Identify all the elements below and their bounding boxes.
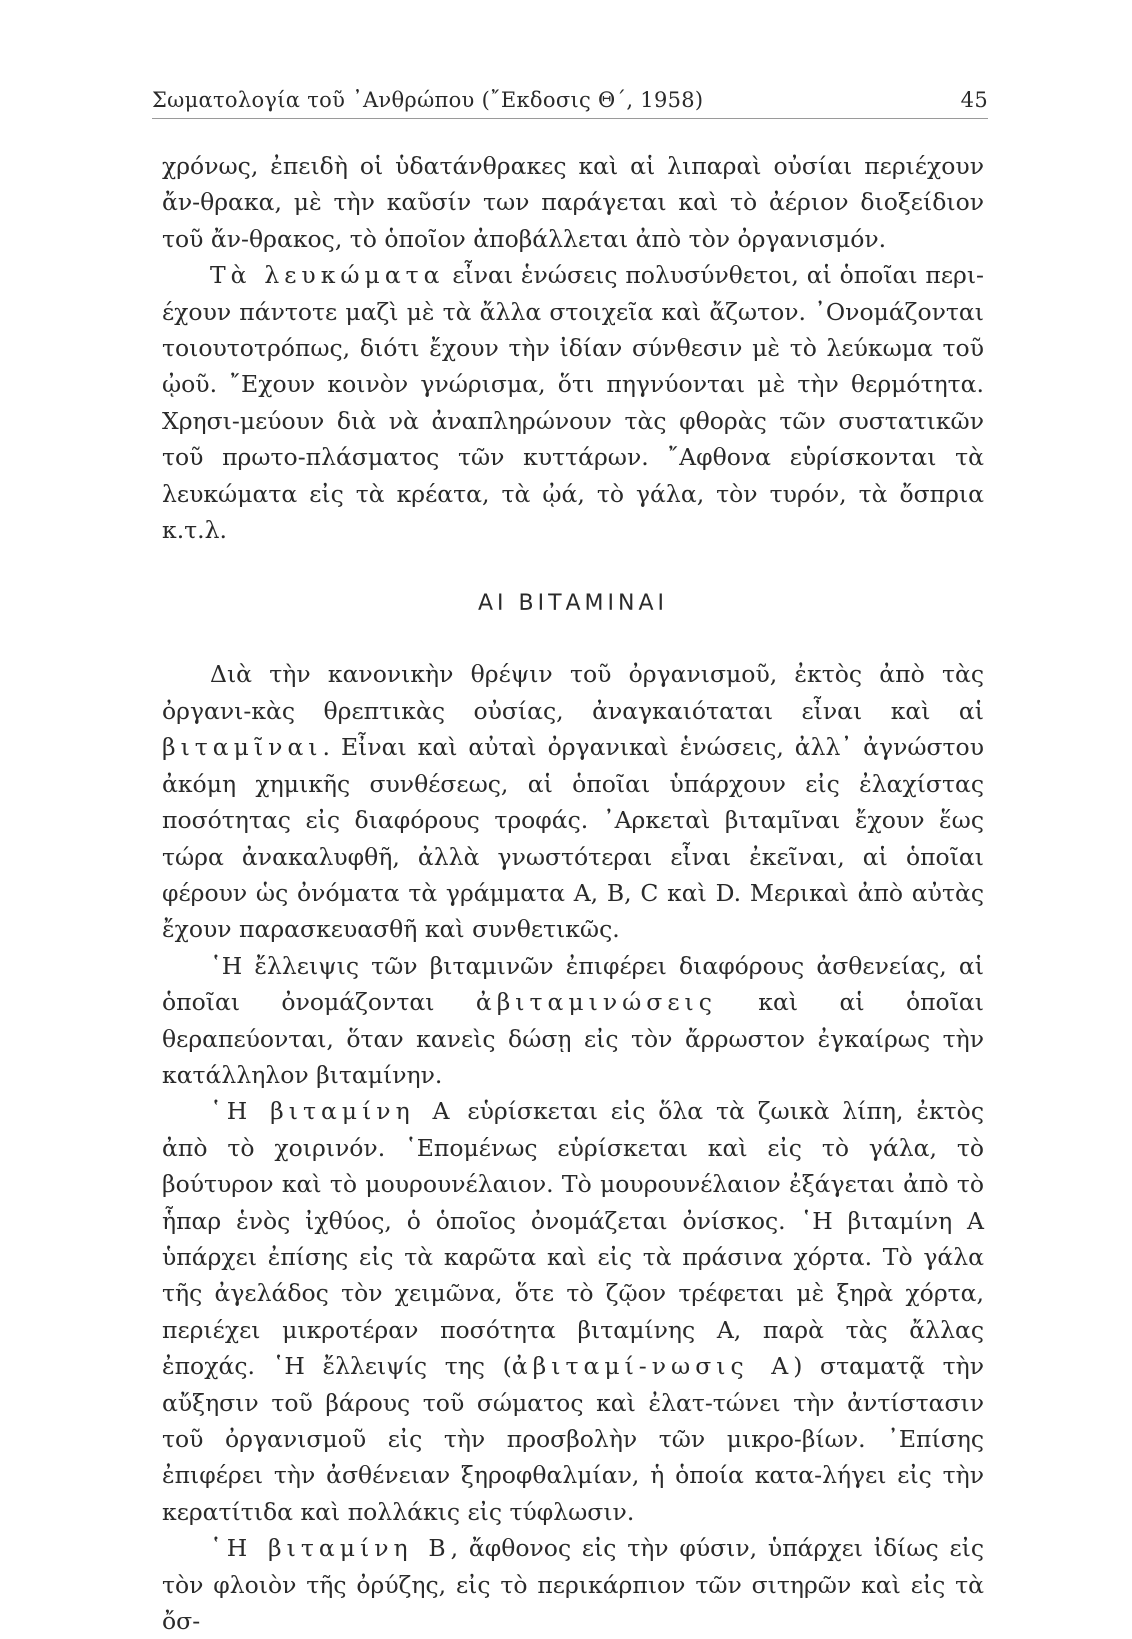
paragraph-2-text: εἶναι ἑνώσεις πολυσύνθετοι, αἱ ὁποῖαι περι-έχουν πάντοτε μαζὶ μὲ τὰ ἄλλα στοιχεῖα καὶ ἄζωτον. ᾿Ονομάζονται τοιουτοτρόπως, διότι ἔχουν τὴν ἰδίαν σύνθεσιν μὲ τὸ λεύκωμα τοῦ ᾠοῦ. ῎Εχουν κοινὸν γνώρισμα, ὅτι πηγνύονται μὲ τὴν θερμότητα. Χρησι-μεύουν διὰ νὰ ἀναπληρώνουν τὰς φθορὰς τῶν συστατικῶν τοῦ πρωτο-πλάσματος τῶν κυττάρων. ῎Αφθονα εὑρίσκονται τὰ λευκώματα εἰς τὰ κρέατα, τὰ ᾠά, τὸ γάλα, τὸν τυρόν, τὰ ὄσπρια κ.τ.λ. <box>162 261 985 545</box>
paragraph-5 <box>162 1093 984 1530</box>
running-head-title: Σωματολογία τοῦ ᾿Ανθρώπου (῎Εκδοσις Θ΄, 1958) <box>152 88 704 112</box>
paragraph-3-text-a: Διὰ τὴν κανονικὴν θρέψιν τοῦ ὀργανισμοῦ, ἐκτὸς ἀπὸ τὰς ὀργανι-κὰς θρεπτικὰς οὐσίας, ἀναγκαιόταται εἶναι καὶ αἱ <box>162 660 984 725</box>
paragraph-6-text: , ἄφθονος εἰς τὴν φύσιν, ὑπάρχει ἰδίως εἰς τὸν φλοιὸν τῆς ὀρύζης, εἰς τὸ περικάρπιον τῶν σιτηρῶν καὶ εἰς τὰ ὄσ- <box>162 1534 984 1636</box>
running-head <box>152 88 988 119</box>
term-vitamin-a: ῾Η βιταμίνη Α <box>210 1097 455 1126</box>
term-avitaminosis-a: ἀβιταμί-νωσις Α <box>511 1352 794 1381</box>
term-vitamin-b: ῾Η βιταμίνη Β <box>210 1534 451 1563</box>
paragraph-3 <box>162 656 984 947</box>
paragraph-4 <box>162 948 984 1094</box>
paragraph-6 <box>162 1530 984 1639</box>
paragraph-1-text: χρόνως, ἐπειδὴ οἱ ὑδατάνθρακες καὶ αἱ λιπαραὶ οὐσίαι περιέχουν ἄν-θρακα, μὲ τὴν καῦσίν των παράγεται καὶ τὸ ἀέριον διοξείδιον τοῦ ἄν-θρακος, τὸ ὁποῖον ἀποβάλλεται ἀπὸ τὸν ὀργανισμόν. <box>162 152 984 253</box>
paragraph-1 <box>162 148 984 257</box>
paragraph-4-text-a: ῾Η ἔλλειψις τῶν βιταμινῶν ἐπιφέρει διαφόρους ἀσθενείας, αἱ ὁποῖαι ὀνομάζονται <box>162 951 984 1017</box>
paragraph-5-text-a: εὑρίσκεται εἰς ὅλα τὰ ζωικὰ λίπη, ἐκτὸς ἀπὸ τὸ χοιρινόν. ῾Επομένως εὑρίσκεται καὶ εἰς τὸ γάλα, τὸ βούτυρον καὶ τὸ μουρουνέλαιον. Τὸ μουρουνέλαιον ἐξάγεται ἀπὸ τὸ ἧπαρ ἑνὸς ἰχθύος, ὁ ὁποῖος ὀνομάζεται ὀνίσκος. ῾Η βιταμίνη Α ὑπάρχει ἐπίσης εἰς τὰ καρῶτα καὶ εἰς τὰ πράσινα χόρτα. Τὸ γάλα τῆς ἀγελάδος τὸν χειμῶνα, ὅτε τὸ ζῷον τρέφεται μὲ ξηρὰ χόρτα, περιέχει μικροτέραν ποσότητα βιταμίνης Α, παρὰ τὰς ἄλλας ἐποχάς. ῾Η ἔλλειψίς της ( <box>162 1097 984 1381</box>
paragraph-2 <box>162 257 984 548</box>
term-vitamins: βιταμῖναι <box>162 733 323 762</box>
paragraph-5-text-b: ) σταματᾷ τὴν αὔξησιν τοῦ βάρους τοῦ σώματος καὶ ἐλατ-τώνει τὴν ἀντίστασιν τοῦ ὀργανισμοῦ εἰς τὴν προσβολὴν τῶν μικρο-βίων. ᾿Επίσης ἐπιφέρει τὴν ἀσθένειαν ξηροφθαλμίαν, ἡ ὁποία κατα-λήγει εἰς τὴν κερατίτιδα καὶ πολλάκις εἰς τύφλωσιν. <box>162 1352 984 1526</box>
paragraph-4-text-b: καὶ αἱ ὁποῖαι θεραπεύονται, ὅταν κανεὶς δώσῃ εἰς τὸν ἄρρωστον ἐγκαίρως τὴν κατάλληλον βιταμίνην. <box>162 988 984 1089</box>
body-text <box>162 148 984 1639</box>
term-leukomata: Τὰ λευκώματα <box>210 261 445 290</box>
section-heading: ΑΙ ΒΙΤΑΜΙΝΑΙ <box>477 591 669 617</box>
paragraph-3-text-b: . Εἶναι καὶ αὐταὶ ὀργανικαὶ ἑνώσεις, ἀλλ᾿ ἀγνώστου ἀκόμη χημικῆς συνθέσεως, αἱ ὁποῖαι ὑπάρχουν εἰς ἐλαχίστας ποσότητας εἰς διαφόρους τροφάς. ᾿Αρκεταὶ βιταμῖναι ἔχουν ἕως τώρα ἀνακαλυφθῆ, ἀλλὰ γνωστότεραι εἶναι ἐκεῖναι, αἱ ὁποῖαι φέρουν ὡς ὀνόματα τὰ γράμματα Α, Β, C καὶ D. Μερικαὶ ἀπὸ αὐτὰς ἔχουν παρασκευασθῆ καὶ συνθετικῶς. <box>162 733 984 944</box>
term-avitaminoses: ἀβιταμινώσεις <box>475 988 717 1017</box>
page-number: 45 <box>960 88 988 112</box>
